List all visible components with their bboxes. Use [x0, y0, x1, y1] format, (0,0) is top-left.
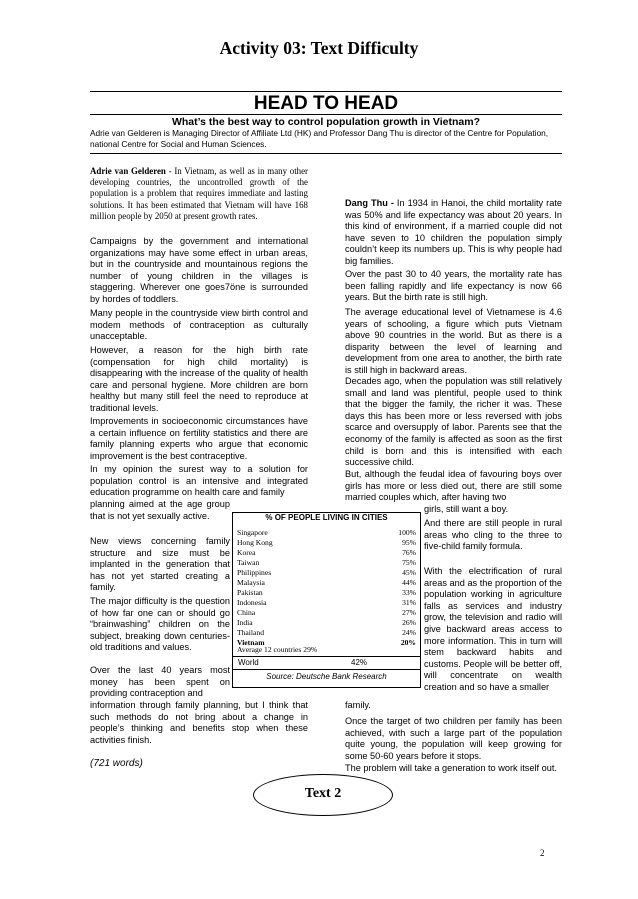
- table-country: Pakistan: [237, 588, 263, 597]
- top-rule: [90, 91, 562, 92]
- table-row: [237, 528, 416, 538]
- left-paragraph-5: Improvements in socioeconomic circumstances have a certain influence on fertility statistics and there are family planning experts who argue that economic improvement is the best contraceptive.: [90, 416, 308, 461]
- activity-title: Activity 03: Text Difficulty: [219, 38, 419, 58]
- table-value: 26%: [402, 618, 416, 627]
- table-country: Philippines: [237, 568, 272, 577]
- table-row: [237, 578, 416, 588]
- left-paragraph-9b: information through family planning, but I think that such methods do not bring about a change in people’s thinking and benefits stop when these activities finish.: [90, 700, 308, 745]
- table-country: Thailand: [237, 628, 264, 637]
- right-paragraph-7b: family.: [345, 700, 371, 710]
- table-world-row: [233, 656, 420, 668]
- right-paragraph-7: With the electrification of rural areas and as the proportion of the population working in agriculture falls as services and industry grow, the television and radio will give backward areas access to more information. This in turn will stem backward habits and customs. People will be better off, will concentrate on wealth creation and so have a smaller: [424, 566, 562, 692]
- text-label-oval: [253, 774, 393, 816]
- world-label: World: [238, 658, 259, 667]
- left-paragraph-9a: Over the last 40 years most money has been spent on providing contraception and: [90, 665, 230, 699]
- left-paragraph-6: In my opinion the surest way to a solution for population control is an intensive and integrated education programme on health care and family: [90, 464, 308, 498]
- author-name-dang: Dang Thu -: [345, 198, 394, 208]
- table-row: [237, 628, 416, 638]
- table-row: [237, 558, 416, 568]
- table-value: 31%: [402, 598, 416, 607]
- title-rule: [90, 114, 562, 115]
- page-number: 2: [540, 848, 545, 858]
- left-paragraph-6b: planning aimed at the age group that is not yet sexually active.: [90, 499, 230, 521]
- table-value: 24%: [402, 628, 416, 637]
- right-paragraph-9: The problem will take a generation to work itself out.: [345, 763, 557, 773]
- table-value: 76%: [402, 548, 416, 557]
- table-row: [237, 548, 416, 558]
- world-value: 42%: [351, 658, 368, 667]
- intro-text: Adrie van Gelderen is Managing Director of Affiliate Ltd (HK) and Professor Dang Thu is director of the Centre for Population, national Centre for Social and Human Sciences.: [90, 128, 549, 149]
- right-paragraph-2: Over the past 30 to 40 years, the mortality rate has been falling rapidly and life expectancy is now 66 years. But the birth rate is still high.: [345, 269, 562, 303]
- table-country: Korea: [237, 548, 256, 557]
- table-title: % OF PEOPLE LIVING IN CITIES: [265, 513, 388, 522]
- table-average: Average 12 countries 29%: [237, 645, 318, 654]
- right-paragraph-4: Decades ago, when the population was still relatively small and land was plentiful, people used to think that the bigger the family, the richer it was. These days this has been more or less reversed with jobs scarce and oversupply of labor. Parents see that the economy of the family is affected as soon as the first child is born and this is intensified with each successive child.: [345, 376, 562, 468]
- table-row: [237, 618, 416, 628]
- table-value: 27%: [402, 608, 416, 617]
- left-paragraph-4: However, a reason for the high birth rate (compensation for high child mortality) is disappearing with the increase of the quality of health care and personal hygiene. More children are born healthy but many still feel the need to reproduce at traditional levels.: [90, 345, 308, 413]
- right-paragraph-6: And there are still people in rural areas who cling to the three to five-child family formula.: [424, 518, 562, 552]
- table-country: Taiwan: [237, 558, 260, 567]
- table-row: [237, 598, 416, 608]
- table-country: Malaysia: [237, 578, 265, 587]
- table-value: 95%: [402, 538, 416, 547]
- left-paragraph-2: Campaigns by the government and international organizations may have some effect in urban areas, but in the countryside and mountainous regions the number of young children in the villages is staggering. Wherever one goes7öne is surrounded by hordes of toddlers.: [90, 236, 308, 304]
- right-paragraph-5: But, although the feudal idea of favouring boys over girls has more or less died out, there are still some married couples which, after having two: [345, 469, 562, 503]
- right-paragraph-1: Dang Thu - In 1934 in Hanoi, the child mortality rate was 50% and life expectancy was about 20 years. In this kind of environment, if a married couple did not have seven to 10 children the population simply couldn’t keep its numbers up. This is why people had big families.: [345, 198, 562, 266]
- table-country: Hong Kong: [237, 538, 273, 547]
- right-paragraph-5b: girls, still want a boy.: [424, 504, 509, 514]
- table-row: [237, 608, 416, 618]
- table-value: 45%: [402, 568, 416, 577]
- head-title: HEAD TO HEAD: [253, 93, 399, 114]
- table-country: Vietnam: [237, 638, 265, 647]
- left-paragraph-8: The major difficulty is the question of how far one can or should go “brainwashing” children on the subject, breaking down centuries-old traditions and values.: [90, 596, 230, 653]
- table-row: [237, 538, 416, 548]
- table-country: Indonesia: [237, 598, 267, 607]
- table-country: India: [237, 618, 253, 627]
- table-row: [237, 588, 416, 598]
- right-paragraph-3: The average educational level of Vietnamese is 4.6 years of schooling, a figure which puts Vietnam above 90 countries in the world. But as there is a disparity between the level of learning and development from one area to another, the birth rate is still high in backward areas.: [345, 307, 562, 375]
- left-paragraph-7: New views concerning family structure and size must be implanted in the generation that has not yet started creating a family.: [90, 536, 230, 593]
- left-paragraph-3: Many people in the countryside view birth control and modem methods of contraception as culturally unacceptable.: [90, 308, 308, 342]
- text-label: Text 2: [304, 786, 342, 801]
- table-country: China: [237, 608, 256, 617]
- table-row: [237, 568, 416, 578]
- table-value: 100%: [398, 528, 416, 537]
- table-value: 44%: [402, 578, 416, 587]
- word-count: (721 words): [90, 758, 143, 769]
- intro-rule: [90, 153, 562, 154]
- right-paragraph-8: Once the target of two children per family has been achieved, with such a large part of the population quite young, the population will keep growing for some 50-60 years before it stops.: [345, 716, 562, 761]
- left-paragraph-1: Adrie van Gelderen - In Vietnam, as well as in many other developing countries, the uncontrolled growth of the population is a problem that requires immediate and lasting solutions. It has been estimated that Vietnam will have 168 million people by 2050 at present growth rates.: [90, 166, 309, 221]
- table-country: Singapore: [237, 528, 268, 537]
- table-value: 33%: [402, 588, 416, 597]
- subtitle: What’s the best way to control population growth in Vietnam?: [171, 116, 480, 128]
- table-value: 20%: [400, 638, 416, 647]
- author-name-adrie: Adrie van Gelderen: [90, 166, 166, 176]
- table-source: Source: Deutsche Bank Research: [233, 669, 420, 683]
- cities-table: [232, 512, 421, 688]
- table-value: 75%: [402, 558, 416, 567]
